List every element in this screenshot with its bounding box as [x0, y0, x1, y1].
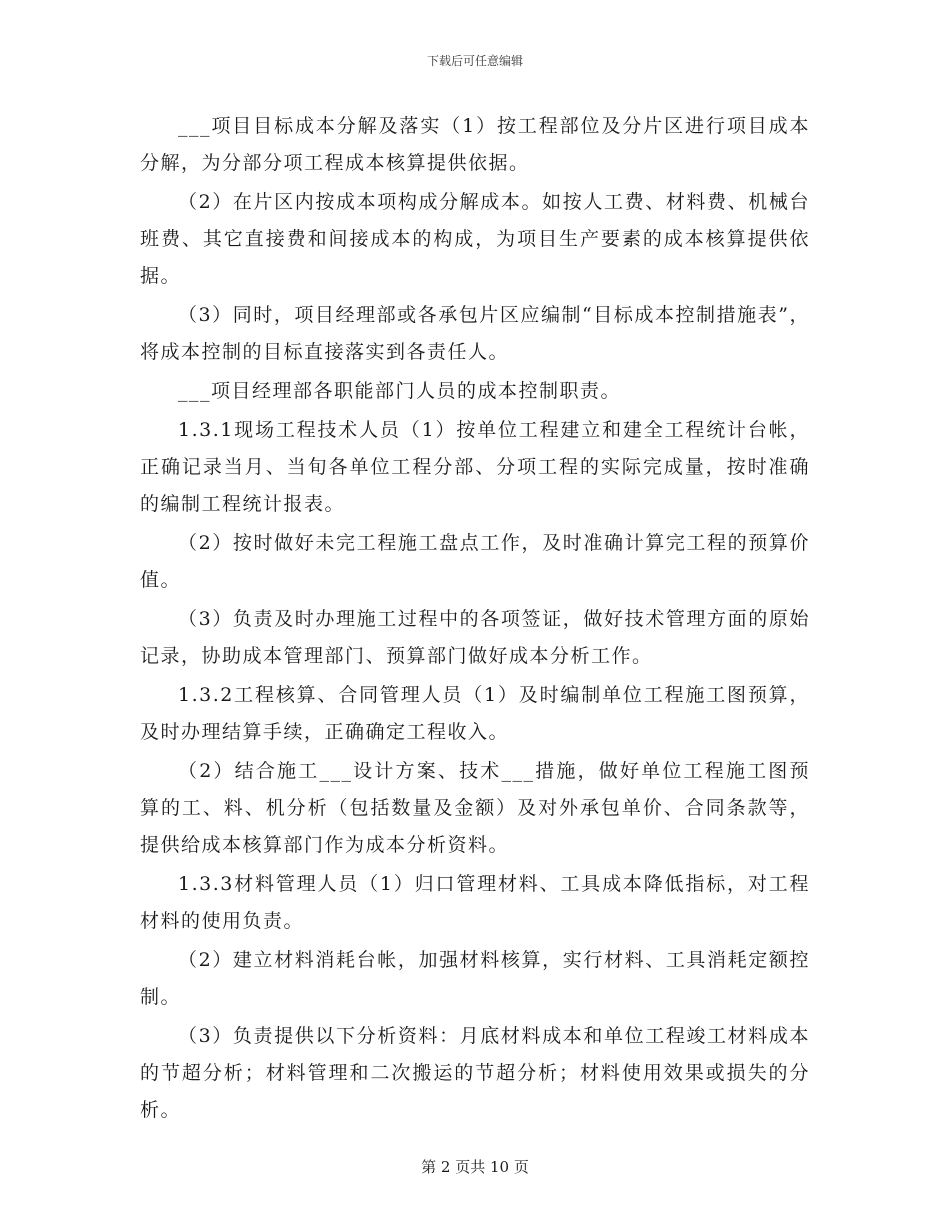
- paragraph-9: （2）结合施工___设计方案、技术___措施，做好单位工程施工图预算的工、料、机分析（包括数量及金额）及对外承包单价、合同条款等，提供给成本核算部门作为成本分析资料。: [140, 760, 810, 856]
- paragraph-10: 1.3.3材料管理人员（1）归口管理材料、工具成本降低指标，对工程材料的使用负责。: [140, 873, 810, 932]
- paragraph-3: （3）同时，项目经理部或各承包片区应编制“目标成本控制措施表”，将成本控制的目标直接落实到各责任人。: [140, 304, 810, 363]
- paragraph-11: （2）建立材料消耗台帐，加强材料核算，实行材料、工具消耗定额控制。: [140, 949, 810, 1008]
- paragraph-5: 1.3.1现场工程技术人员（1）按单位工程建立和建全工程统计台帐，正确记录当月、当旬各单位工程分部、分项工程的实际完成量，按时准确的编制工程统计报表。: [140, 419, 810, 515]
- paragraph-7: （3）负责及时办理施工过程中的各项签证，做好技术管理方面的原始记录，协助成本管理部门、预算部门做好成本分析工作。: [140, 608, 810, 667]
- paragraph-1: ___项目目标成本分解及落实（1）按工程部位及分片区进行项目成本分解，为分部分项工程成本核算提供依据。: [140, 115, 810, 174]
- page-header: 下载后可任意编辑: [426, 54, 523, 68]
- page-footer: 第 2 页共 10 页: [421, 1158, 529, 1176]
- paragraph-2: （2）在片区内按成本项构成分解成本。如按人工费、材料费、机械台班费、其它直接费和间接成本的构成，为项目生产要素的成本核算提供依据。: [140, 191, 810, 287]
- paragraph-6: （2）按时做好未完工程施工盘点工作，及时准确计算完工程的预算价值。: [140, 532, 810, 591]
- paragraph-4: ___项目经理部各职能部门人员的成本控制职责。: [178, 380, 622, 402]
- document-body: [140, 108, 810, 1131]
- paragraph-8: 1.3.2工程核算、合同管理人员（1）及时编制单位工程施工图预算，及时办理结算手续，正确确定工程收入。: [140, 684, 810, 743]
- paragraph-12: （3）负责提供以下分析资料：月底材料成本和单位工程竣工材料成本的节超分析；材料管理和二次搬运的节超分析；材料使用效果或损失的分析。: [140, 1025, 810, 1121]
